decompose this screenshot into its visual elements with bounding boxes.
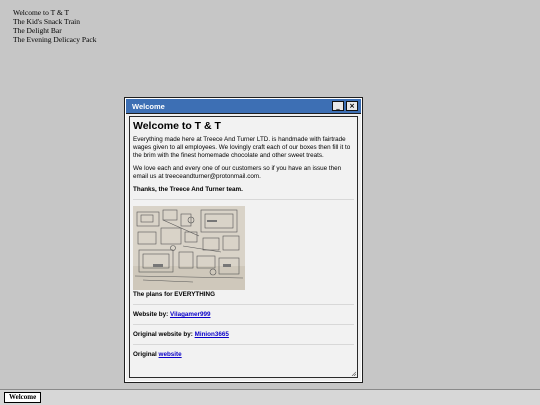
desktop-link-evening-pack[interactable]: The Evening Delicacy Pack: [13, 35, 97, 44]
divider: [133, 199, 354, 200]
website-by-link[interactable]: Vilagamer999: [169, 311, 211, 318]
taskbar: [0, 389, 540, 405]
original-label: Original: [133, 351, 157, 358]
resize-grip-icon[interactable]: [351, 371, 356, 376]
original-by-label: Original website by:: [133, 331, 193, 338]
desktop-link-welcome[interactable]: Welcome to T & T: [13, 8, 70, 17]
desktop-link-delight-bar[interactable]: The Delight Bar: [13, 26, 62, 35]
minimize-button[interactable]: _: [332, 101, 344, 111]
original-by-line: [133, 331, 354, 339]
website-by-line: [133, 311, 354, 319]
window-content: [129, 116, 358, 378]
taskbar-welcome-button[interactable]: Welcome: [4, 392, 41, 403]
divider: [133, 304, 354, 305]
desktop-links: [13, 8, 97, 44]
divider: [133, 324, 354, 325]
contact-paragraph: We love each and every one of our customers so if you have an issue then email us at treeceandturner@protonmail.com.: [133, 165, 342, 180]
window-titlebar[interactable]: [126, 99, 361, 114]
intro-paragraph: Everything made here at Treece And Turner LTD. is handmade with fairtrade wages given to all employees. We lovingly craft each of our boxes then fill it to the brim with the finest homemade chocolate and other sweet treats.: [133, 136, 351, 159]
original-by-link[interactable]: Minion3665: [194, 331, 229, 338]
signoff-text: Thanks, the Treece And Turner team.: [133, 186, 243, 193]
original-website-line: [133, 351, 354, 359]
website-by-label: Website by:: [133, 311, 169, 318]
image-caption: The plans for EVERYTHING: [133, 291, 215, 298]
page-heading: Welcome to T & T: [133, 120, 221, 132]
desktop-link-snack-train[interactable]: The Kid's Snack Train: [13, 17, 80, 26]
window-title: Welcome: [132, 102, 165, 111]
close-button[interactable]: ×: [346, 101, 358, 111]
divider: [133, 344, 354, 345]
welcome-window: [124, 97, 363, 383]
original-website-link[interactable]: website: [158, 351, 182, 358]
plans-sketch-image: [133, 206, 245, 290]
